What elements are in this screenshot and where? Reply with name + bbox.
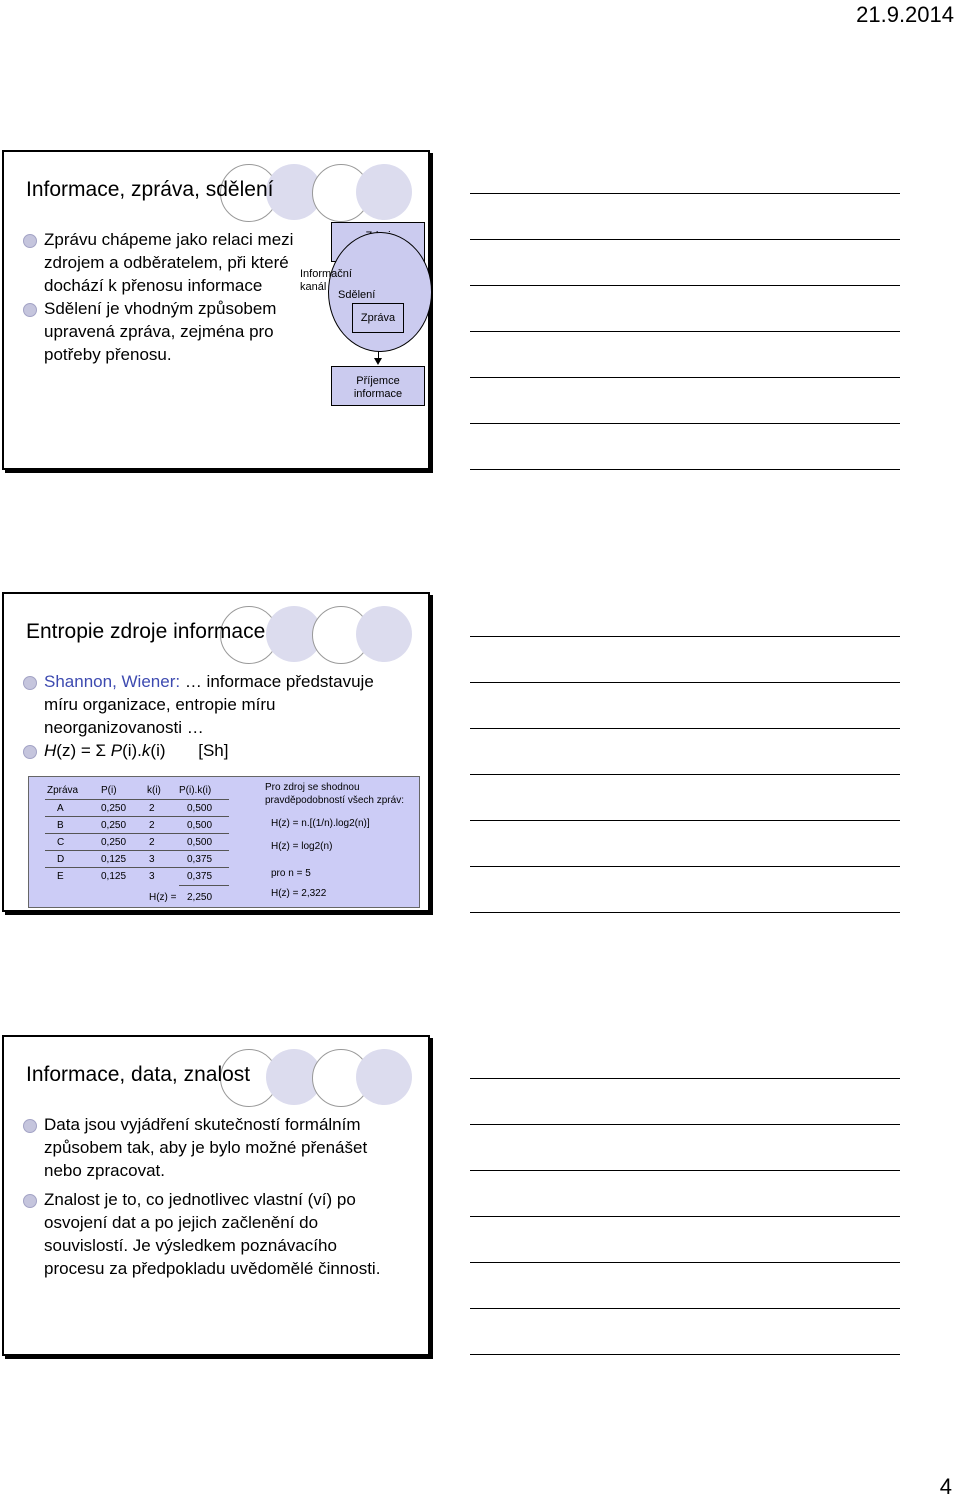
slide-title: Entropie zdroje informace bbox=[26, 620, 266, 643]
note-line bbox=[470, 1170, 900, 1171]
circle-icon bbox=[356, 1049, 412, 1105]
table-header: P(i) bbox=[101, 785, 117, 796]
bullet-list bbox=[22, 670, 382, 762]
note-line bbox=[470, 912, 900, 913]
note-line bbox=[470, 728, 900, 729]
note-line bbox=[470, 423, 900, 424]
divider bbox=[45, 850, 229, 851]
formula-part: (i) bbox=[150, 741, 166, 760]
table-header: k(i) bbox=[147, 785, 161, 796]
circle-icon bbox=[356, 164, 412, 220]
table-cell: 0,375 bbox=[187, 871, 213, 882]
bullet-item: Znalost je to, co jednotlivec vlastní (ví) po osvojení dat a po jejich začlenění do souvislostí. Je výsledkem poznávacího procesu za předpokladu uvědomělé činnosti. bbox=[22, 1188, 382, 1280]
table-cell: E bbox=[57, 871, 64, 882]
note-line bbox=[470, 774, 900, 775]
table-cell: 2 bbox=[149, 837, 155, 848]
sigma-symbol: Σ bbox=[95, 741, 106, 760]
formula-item bbox=[22, 739, 382, 762]
result-value: H(z) = 2,322 bbox=[271, 888, 327, 899]
header-date: 21.9.2014 bbox=[856, 2, 954, 27]
note-line bbox=[470, 239, 900, 240]
table-cell: 3 bbox=[149, 854, 155, 865]
table-cell: B bbox=[57, 820, 64, 831]
note-line bbox=[470, 1124, 900, 1125]
arrow-head-icon bbox=[374, 358, 382, 365]
table-header: Zpráva bbox=[47, 785, 79, 796]
table-cell: 2 bbox=[149, 820, 155, 831]
divider bbox=[45, 867, 229, 868]
receiver-label: Příjemce informace bbox=[353, 375, 403, 400]
table-cell: 0,125 bbox=[101, 871, 127, 882]
table-cell: 0,250 bbox=[101, 803, 127, 814]
bullet-item: Sdělení je vhodným způsobem upravená zpráva, zejména pro potřeby přenosu. bbox=[22, 297, 302, 366]
slide-3 bbox=[2, 1035, 430, 1356]
message-inner-label: Zpráva bbox=[360, 312, 396, 324]
table-cell: 0,375 bbox=[187, 854, 213, 865]
note-line bbox=[470, 1262, 900, 1263]
note-line bbox=[470, 469, 900, 470]
bullet-text: … informace představuje míru organizace, entropie míru neorganizovanosti … bbox=[44, 672, 374, 737]
table-cell: D bbox=[57, 854, 65, 865]
message-outer-label: Sdělení bbox=[338, 289, 376, 301]
table-cell: 0,250 bbox=[101, 820, 127, 831]
divider bbox=[179, 885, 229, 886]
table-cell: 2 bbox=[149, 803, 155, 814]
channel-label: Informační kanál bbox=[300, 268, 352, 293]
formula-part: (z) = bbox=[56, 741, 96, 760]
note-line bbox=[470, 1354, 900, 1355]
equal-prob-line1: Pro zdroj se shodnou bbox=[265, 782, 360, 793]
note-line bbox=[470, 1216, 900, 1217]
total-label: H(z) = bbox=[149, 892, 177, 903]
page-number: 4 bbox=[939, 1474, 952, 1499]
note-line bbox=[470, 820, 900, 821]
formula-part: P bbox=[110, 741, 123, 760]
slide-title: Informace, data, znalost bbox=[26, 1063, 251, 1086]
slide-2 bbox=[2, 592, 430, 912]
formula-equal-1: H(z) = n.[(1/n).log2(n)] bbox=[271, 818, 370, 829]
note-line bbox=[470, 866, 900, 867]
circle-icon bbox=[356, 606, 412, 662]
table-cell: C bbox=[57, 837, 65, 848]
bullet-list bbox=[22, 228, 302, 366]
entropy-table-panel bbox=[28, 776, 420, 908]
note-line bbox=[470, 285, 900, 286]
total-value: 2,250 bbox=[187, 892, 213, 903]
table-cell: 3 bbox=[149, 871, 155, 882]
divider bbox=[45, 816, 229, 817]
bullet-item: Zprávu chápeme jako relaci mezi zdrojem a odběratelem, při které dochází k přenosu informace bbox=[22, 228, 302, 297]
divider bbox=[45, 833, 229, 834]
bullet-authors: Shannon, Wiener: bbox=[44, 672, 181, 691]
table-cell: 0,250 bbox=[101, 837, 127, 848]
note-line bbox=[470, 682, 900, 683]
formula-equal-2: H(z) = log2(n) bbox=[271, 841, 333, 852]
n-value: pro n = 5 bbox=[271, 868, 311, 879]
divider bbox=[45, 799, 229, 800]
note-line bbox=[470, 193, 900, 194]
formula-part: H bbox=[44, 741, 57, 760]
note-line bbox=[470, 1078, 900, 1079]
note-line bbox=[470, 331, 900, 332]
receiver-box bbox=[331, 366, 425, 406]
table-cell: 0,125 bbox=[101, 854, 127, 865]
table-cell: 0,500 bbox=[187, 820, 213, 831]
note-line bbox=[470, 636, 900, 637]
slide-title: Informace, zpráva, sdělení bbox=[26, 178, 274, 201]
bullet-list bbox=[22, 1113, 382, 1280]
formula-part: k bbox=[141, 741, 151, 760]
formula-part: (i). bbox=[122, 741, 142, 760]
table-cell: 0,500 bbox=[187, 803, 213, 814]
note-line bbox=[470, 377, 900, 378]
note-line bbox=[470, 1308, 900, 1309]
table-header: P(i).k(i) bbox=[179, 785, 212, 796]
equal-prob-line2: pravděpodobností všech zpráv: bbox=[265, 795, 404, 806]
bullet-item bbox=[22, 670, 382, 739]
formula-reference: [Sh] bbox=[198, 741, 229, 760]
message-box bbox=[352, 303, 404, 333]
table-cell: A bbox=[57, 803, 64, 814]
bullet-item: Data jsou vyjádření skutečností formálním způsobem tak, aby je bylo možné přenášet nebo zpracovat. bbox=[22, 1113, 382, 1182]
table-cell: 0,500 bbox=[187, 837, 213, 848]
